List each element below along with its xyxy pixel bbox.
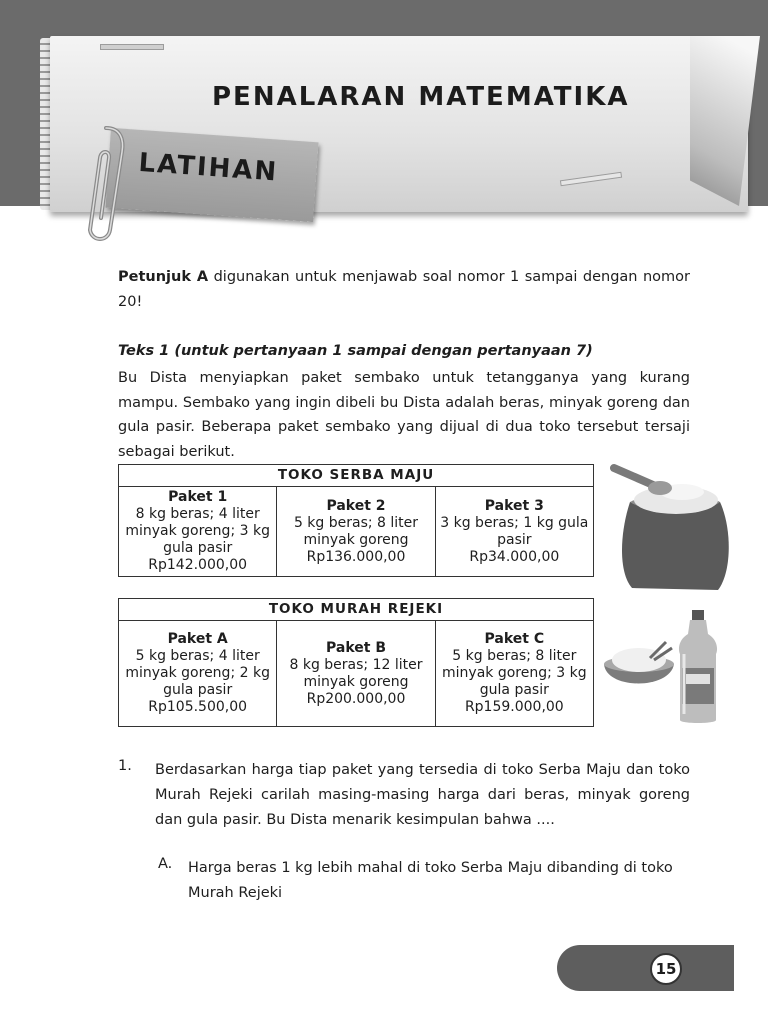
package-price: Rp136.000,00 — [306, 548, 406, 565]
package-desc: 5 kg beras; 4 liter minyak goreng; 2 kg gula pasir — [125, 648, 270, 698]
package-name: Paket C — [484, 631, 545, 647]
instruction-text: digunakan untuk menjawab soal nomor 1 sampai dengan nomor 20! — [118, 269, 690, 310]
package-cell — [119, 621, 277, 727]
teks-title: Teks 1 (untuk pertanyaan 1 sampai dengan pertanyaan 7) — [118, 343, 593, 359]
option-label: A. — [158, 856, 173, 872]
instruction-label: Petunjuk A — [118, 269, 209, 285]
rice-bowl-icon — [600, 638, 680, 698]
latihan-label: LATIHAN — [137, 147, 280, 188]
table-toko-serba-maju — [118, 464, 594, 577]
page-number: 15 — [650, 953, 682, 985]
package-name: Paket 3 — [484, 497, 544, 514]
package-price: Rp142.000,00 — [148, 557, 248, 573]
option-text: Harga beras 1 kg lebih mahal di toko Serba Maju dibanding di toko Murah Rejeki — [188, 860, 673, 901]
rice-sack-icon — [610, 462, 740, 594]
package-cell — [277, 621, 435, 727]
question-text: Berdasarkan harga tiap paket yang tersedia di toko Serba Maju dan toko Murah Rejeki carilah masing-masing harga dari beras, minyak goreng dan gula pasir. Bu Dista menarik kesimpulan bahwa .... — [155, 762, 690, 828]
package-price: Rp159.000,00 — [464, 699, 564, 715]
package-name: Paket A — [167, 631, 228, 647]
package-cell — [119, 487, 277, 577]
package-cell — [277, 487, 435, 577]
package-price: Rp200.000,00 — [306, 690, 406, 707]
page-title: PENALARAN MATEMATIKA — [212, 82, 630, 112]
table-title: TOKO SERBA MAJU — [119, 465, 594, 487]
question-number: 1. — [118, 758, 132, 774]
page-number-band — [557, 945, 734, 991]
package-price: Rp105.500,00 — [148, 699, 248, 715]
package-name: Paket 1 — [168, 489, 228, 505]
oil-bottle-icon — [676, 610, 720, 726]
package-desc: 5 kg beras; 8 liter minyak goreng — [293, 514, 419, 548]
tape-strip — [100, 44, 164, 50]
package-name: Paket B — [325, 639, 386, 656]
table-title: TOKO MURAH REJEKI — [119, 599, 594, 621]
package-price: Rp34.000,00 — [469, 548, 560, 565]
paper-clip-icon — [76, 118, 136, 248]
package-desc: 3 kg beras; 1 kg gula pasir — [440, 514, 589, 548]
teks-body: Bu Dista menyiapkan paket sembako untuk tetangganya yang kurang mampu. Sembako yang ingin dibeli bu Dista adalah beras, minyak goreng dan gula pasir. Beberapa paket sembako yang dijual di dua toko tersebut tersaji sebagai berikut. — [118, 370, 690, 460]
latihan-tag — [105, 128, 318, 222]
package-desc: 8 kg beras; 4 liter minyak goreng; 3 kg gula pasir — [125, 506, 270, 556]
package-desc: 5 kg beras; 8 liter minyak goreng; 3 kg gula pasir — [442, 648, 587, 698]
package-desc: 8 kg beras; 12 liter minyak goreng — [289, 656, 423, 690]
package-cell — [435, 621, 593, 727]
package-name: Paket 2 — [326, 497, 386, 514]
package-cell — [435, 487, 593, 577]
table-toko-murah-rejeki — [118, 598, 594, 727]
instruction-paragraph — [118, 265, 690, 314]
